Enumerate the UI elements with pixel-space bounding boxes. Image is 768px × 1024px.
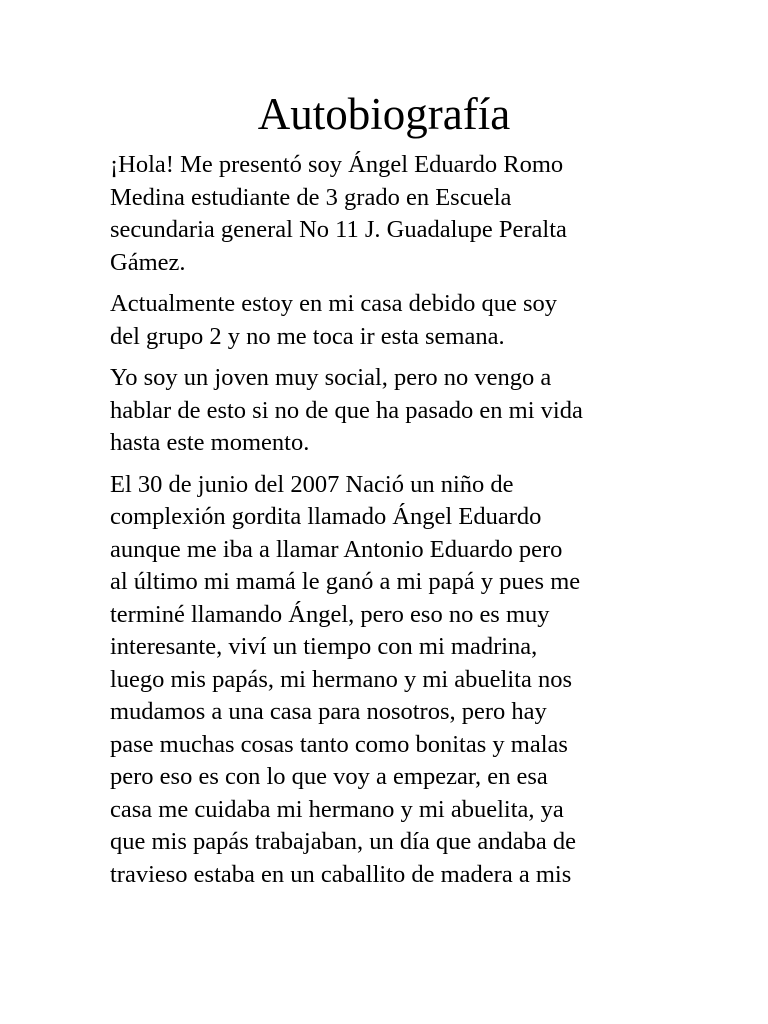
text-line: mudamos a una casa para nosotros, pero hay — [110, 698, 547, 725]
text-line: pero eso es con lo que voy a empezar, en esa — [110, 763, 548, 790]
text-line: Actualmente estoy en mi casa debido que soy — [110, 290, 557, 317]
text-line: pase muchas cosas tanto como bonitas y malas — [110, 730, 568, 758]
text-line: Yo soy un joven muy social, pero no vengo a — [110, 364, 552, 391]
text-line: complexión gordita llamado Ángel Eduardo — [110, 503, 542, 530]
text-line: travieso estaba en un caballito de madera a mis — [110, 860, 572, 888]
text-line: al último mi mamá le ganó a mi papá y pues me — [110, 568, 581, 595]
text-line: secundaria general No 11 J. Guadalupe Peralta — [110, 216, 567, 243]
text-line: aunque me iba a llamar Antonio Eduardo pero — [110, 535, 563, 563]
paragraph-current-status — [110, 288, 670, 353]
document-title: Autobiografía — [257, 89, 511, 139]
text-line: El 30 de junio del 2007 Nació un niño de — [110, 470, 514, 498]
text-line: Gámez. — [110, 248, 186, 276]
paragraph-life-story — [110, 469, 670, 892]
text-line: ¡Hola! Me presentó soy Ángel Eduardo Romo — [110, 151, 564, 178]
document-body — [110, 149, 670, 900]
text-line: Medina estudiante de 3 grado en Escuela — [110, 183, 512, 211]
text-line: que mis papás trabajaban, un día que andaba de — [110, 828, 577, 855]
text-line: del grupo 2 y no me toca ir esta semana. — [110, 322, 505, 350]
paragraph-personality — [110, 362, 670, 460]
text-line: casa me cuidaba mi hermano y mi abuelita, ya — [110, 795, 564, 823]
text-line: luego mis papás, mi hermano y mi abuelita nos — [110, 665, 573, 693]
text-line: hasta este momento. — [110, 429, 310, 456]
text-line: hablar de esto si no de que ha pasado en mi vida — [110, 396, 583, 424]
text-line: interesante, viví un tiempo con mi madrina, — [110, 633, 538, 660]
text-line: terminé llamando Ángel, pero eso no es muy — [110, 600, 550, 628]
paragraph-introduction — [110, 149, 670, 279]
